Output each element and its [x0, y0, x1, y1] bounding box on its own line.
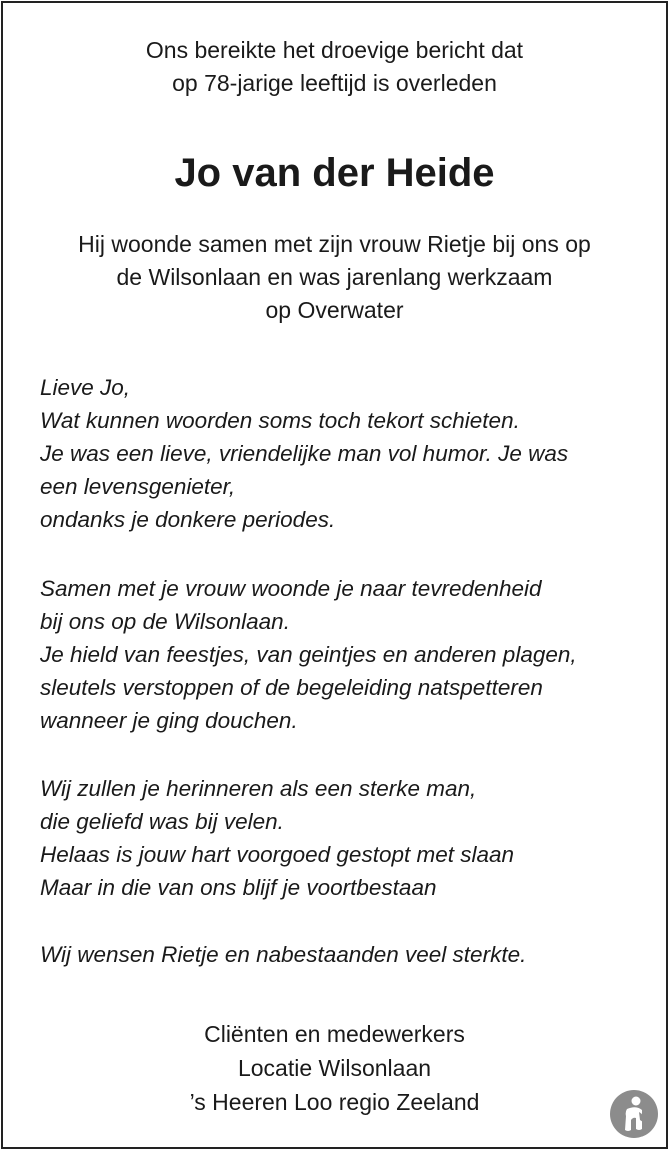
subtitle-line-1: Hij woonde samen met zijn vrouw Rietje bij ons op [78, 231, 591, 257]
signature-line-1: Cliënten en medewerkers [204, 1021, 465, 1047]
poem-line: Wij zullen je herinneren als een sterke man, [40, 776, 477, 801]
intro-line-1: Ons bereikte het droevige bericht dat [145, 37, 524, 63]
poem-line: sleutels verstoppen of de begeleiding natspetteren [40, 675, 543, 700]
poem-line: Wat kunnen woorden soms toch tekort schieten. [40, 408, 520, 433]
poem-stanza-2 [40, 572, 650, 737]
poem-line: Maar in die van ons blijf je voortbestaan [40, 875, 437, 900]
poem-line: Helaas is jouw hart voorgoed gestopt met slaan [40, 842, 515, 867]
poem-line: wanneer je ging douchen. [40, 708, 298, 733]
poem-line: Samen met je vrouw woonde je naar tevredenheid [40, 576, 542, 601]
poem-line: ondanks je donkere periodes. [40, 507, 336, 532]
subtitle-line-3: op Overwater [265, 297, 404, 323]
poem-stanza-4 [40, 938, 650, 971]
poem-line: een levensgenieter, [40, 474, 236, 499]
poem-line: Je was een lieve, vriendelijke man vol humor. Je was [40, 441, 569, 466]
intro-text [0, 34, 669, 100]
intro-line-2: op 78-jarige leeftijd is overleden [172, 70, 497, 96]
signature-line-3: ’s Heeren Loo regio Zeeland [189, 1089, 480, 1115]
poem-stanza-3 [40, 772, 650, 904]
poem-line: die geliefd was bij velen. [40, 809, 284, 834]
poem-stanza-1 [40, 371, 650, 536]
subtitle-line-2: de Wilsonlaan en was jarenlang werkzaam [116, 264, 553, 290]
poem-line: bij ons op de Wilsonlaan. [40, 609, 290, 634]
poem-line: Je hield van feestjes, van geintjes en anderen plagen, [40, 642, 577, 667]
poem-line: Wij wensen Rietje en nabestaanden veel sterkte. [40, 942, 527, 967]
sheeren-loo-logo-icon [609, 1089, 659, 1139]
poem-line: Lieve Jo, [40, 375, 131, 400]
subtitle-text [0, 228, 669, 327]
signature [0, 1017, 669, 1119]
signature-line-2: Locatie Wilsonlaan [237, 1055, 432, 1081]
deceased-name: Jo van der Heide [174, 151, 495, 195]
